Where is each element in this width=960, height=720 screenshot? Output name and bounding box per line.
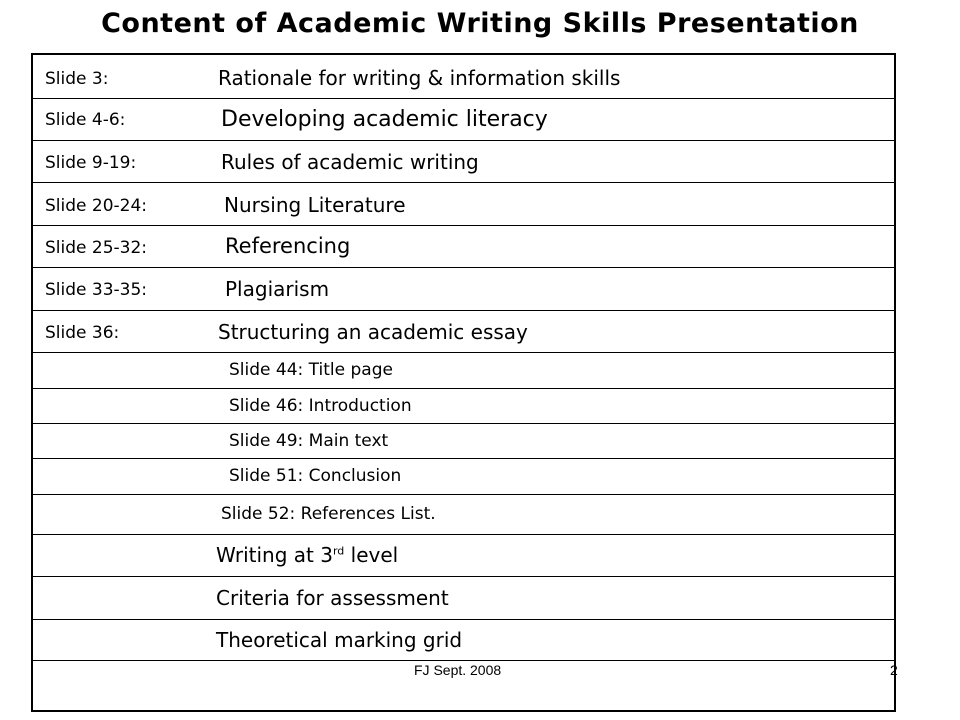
table-row xyxy=(33,620,894,661)
sub-item-label: Slide 52: References List. xyxy=(221,504,436,524)
topic-label: Theoretical marking grid xyxy=(216,628,463,652)
table-row xyxy=(33,141,894,183)
sub-item-label: Slide 44: Title page xyxy=(229,360,393,380)
table-row xyxy=(33,311,894,353)
table-row xyxy=(33,535,894,577)
topic-label: Structuring an academic essay xyxy=(218,320,528,344)
contents-table xyxy=(31,53,896,712)
table-row xyxy=(33,268,894,311)
footer-text: FJ Sept. 2008 xyxy=(414,662,502,678)
sub-item-label: Slide 46: Introduction xyxy=(229,396,412,416)
slide-reference: Slide 36: xyxy=(45,323,120,343)
slide-reference: Slide 33-35: xyxy=(45,280,148,300)
sub-item-row xyxy=(33,389,894,424)
topic-label: Developing academic literacy xyxy=(221,107,548,132)
table-row xyxy=(33,99,894,141)
topic-label: Writing at 3rd level xyxy=(216,543,399,567)
sub-item-label: Slide 49: Main text xyxy=(229,431,389,451)
page-number: 2 xyxy=(890,662,898,678)
sub-item-label: Slide 51: Conclusion xyxy=(229,466,402,486)
topic-label: Rationale for writing & information skills xyxy=(218,66,621,90)
table-row xyxy=(33,577,894,620)
sub-item-row xyxy=(33,424,894,459)
topic-label: Nursing Literature xyxy=(224,193,406,217)
sub-item-row xyxy=(33,353,894,389)
table-row xyxy=(33,226,894,268)
topic-label: Referencing xyxy=(225,234,351,258)
sub-item-row xyxy=(33,495,894,535)
slide-reference: Slide 20-24: xyxy=(45,196,148,216)
slide-reference: Slide 4-6: xyxy=(45,110,126,130)
slide-reference: Slide 9-19: xyxy=(45,153,137,173)
page-title: Content of Academic Writing Skills Presentation xyxy=(101,8,859,39)
topic-label: Plagiarism xyxy=(225,277,330,301)
topic-label: Rules of academic writing xyxy=(221,150,479,174)
topic-label: Criteria for assessment xyxy=(216,586,449,610)
table-row xyxy=(33,183,894,226)
slide-reference: Slide 25-32: xyxy=(45,238,148,258)
slide-reference: Slide 3: xyxy=(45,69,109,89)
table-row xyxy=(33,55,894,99)
sub-item-row xyxy=(33,459,894,495)
